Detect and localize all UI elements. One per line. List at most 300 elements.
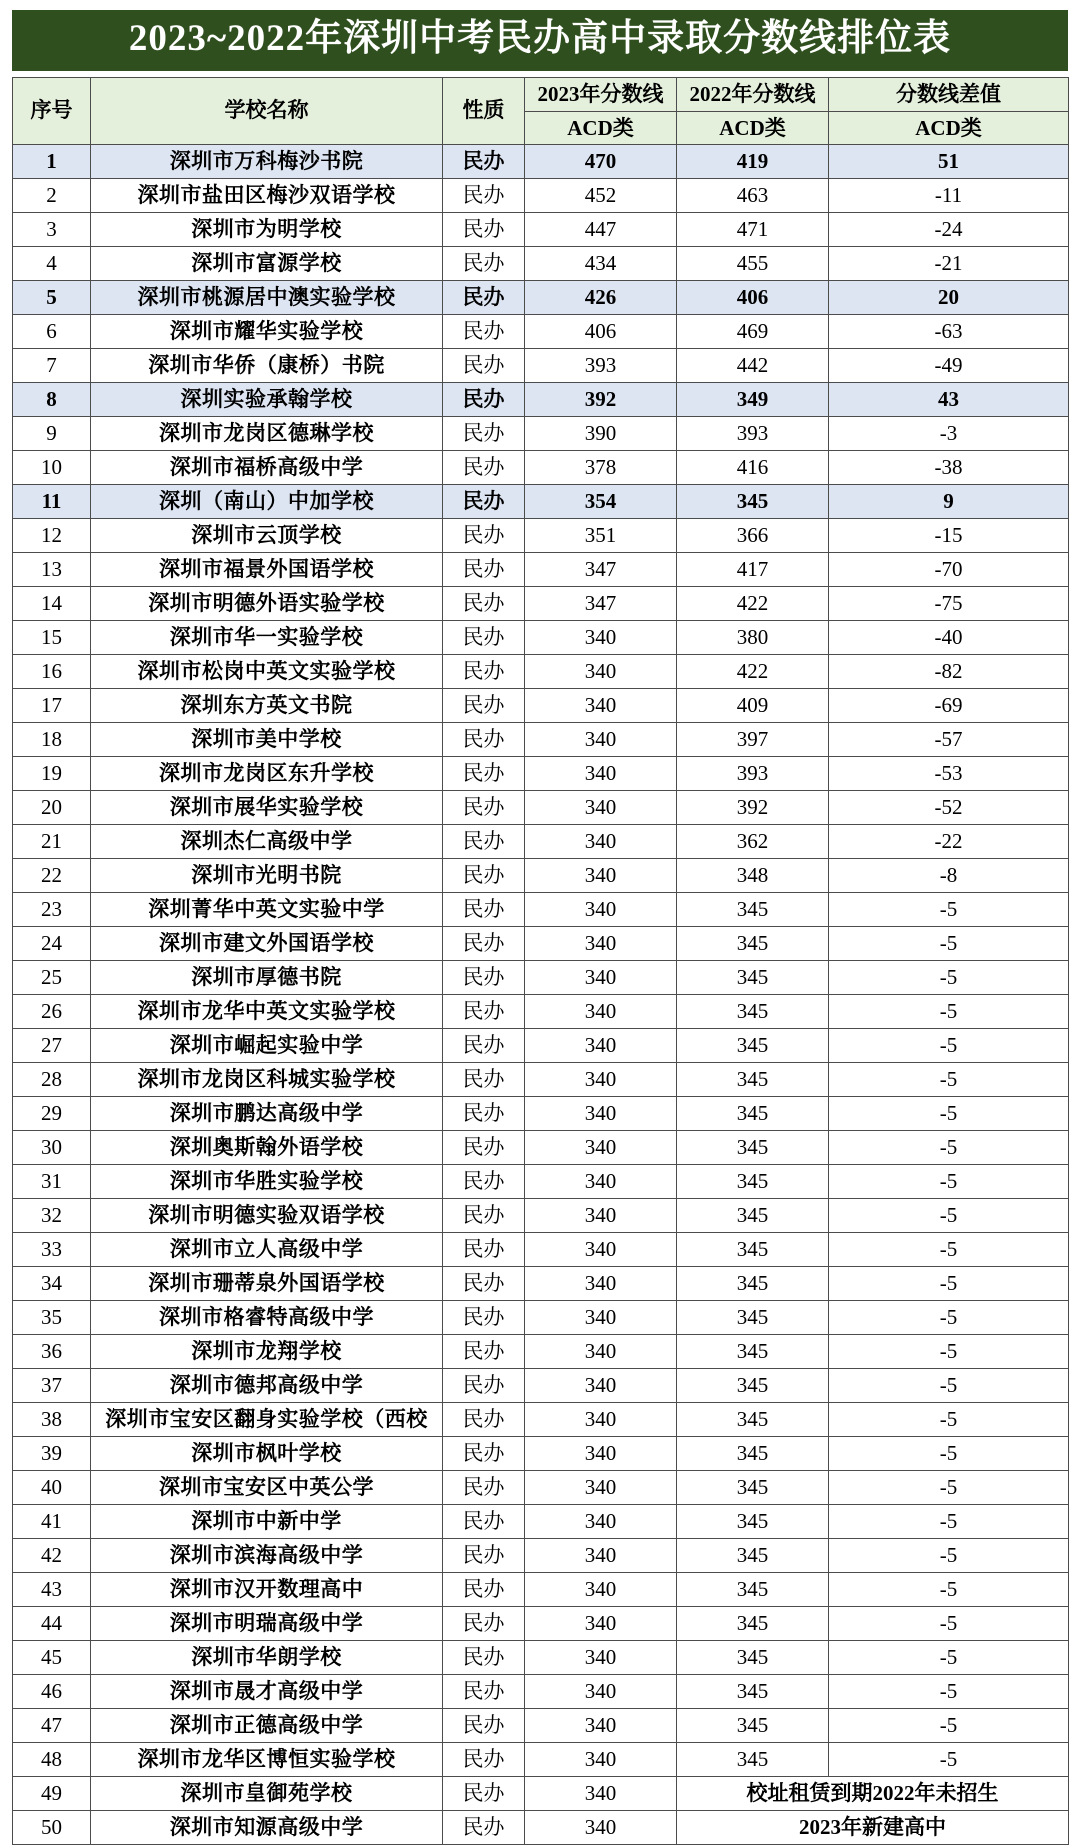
row-score-2022: 345 [677, 1164, 829, 1198]
row-school-name: 深圳市展华实验学校 [91, 790, 443, 824]
table-row [13, 1810, 1069, 1844]
row-score-2022: 345 [677, 1538, 829, 1572]
row-type: 民办 [443, 722, 525, 756]
row-score-2023: 340 [525, 994, 677, 1028]
row-school-name: 深圳市福桥高级中学 [91, 450, 443, 484]
row-school-name: 深圳市龙华中英文实验学校 [91, 994, 443, 1028]
row-index: 38 [13, 1402, 91, 1436]
row-score-2022: 345 [677, 1198, 829, 1232]
row-score-2022: 455 [677, 246, 829, 280]
row-index: 41 [13, 1504, 91, 1538]
row-score-2022: 345 [677, 1436, 829, 1470]
row-type: 民办 [443, 1572, 525, 1606]
row-school-name: 深圳市富源学校 [91, 246, 443, 280]
row-index: 18 [13, 722, 91, 756]
header-sub-diff: ACD类 [829, 111, 1069, 144]
row-type: 民办 [443, 314, 525, 348]
row-school-name: 深圳市厚德书院 [91, 960, 443, 994]
table-row [13, 824, 1069, 858]
row-score-2022: 345 [677, 1708, 829, 1742]
row-school-name: 深圳市龙岗区东升学校 [91, 756, 443, 790]
row-index: 15 [13, 620, 91, 654]
row-type: 民办 [443, 586, 525, 620]
row-score-diff: -5 [829, 1232, 1069, 1266]
row-score-diff: -5 [829, 960, 1069, 994]
row-score-diff: 20 [829, 280, 1069, 314]
table-row [13, 1232, 1069, 1266]
table-row [13, 484, 1069, 518]
row-index: 31 [13, 1164, 91, 1198]
row-score-2022: 417 [677, 552, 829, 586]
row-score-2022: 392 [677, 790, 829, 824]
row-score-2022: 345 [677, 960, 829, 994]
row-type: 民办 [443, 1402, 525, 1436]
row-type: 民办 [443, 1266, 525, 1300]
row-score-2023: 340 [525, 960, 677, 994]
row-index: 10 [13, 450, 91, 484]
row-type: 民办 [443, 450, 525, 484]
row-score-2023: 340 [525, 1300, 677, 1334]
table-row [13, 1130, 1069, 1164]
row-score-diff: -38 [829, 450, 1069, 484]
row-score-2022: 345 [677, 1300, 829, 1334]
row-type: 民办 [443, 1538, 525, 1572]
row-type: 民办 [443, 246, 525, 280]
row-score-diff: -57 [829, 722, 1069, 756]
row-score-2023: 340 [525, 1504, 677, 1538]
row-score-diff: -5 [829, 926, 1069, 960]
table-row [13, 212, 1069, 246]
header-row-top [13, 77, 1069, 111]
row-score-diff: -5 [829, 1266, 1069, 1300]
row-index: 37 [13, 1368, 91, 1402]
row-score-2023: 340 [525, 858, 677, 892]
row-type: 民办 [443, 1606, 525, 1640]
table-row [13, 756, 1069, 790]
row-type: 民办 [443, 1368, 525, 1402]
row-score-2022: 345 [677, 1232, 829, 1266]
row-score-diff: -22 [829, 824, 1069, 858]
row-score-2023: 340 [525, 1470, 677, 1504]
row-score-2022: 345 [677, 926, 829, 960]
row-type: 民办 [443, 382, 525, 416]
row-score-2023: 354 [525, 484, 677, 518]
row-type: 民办 [443, 1334, 525, 1368]
header-score-2022: 2022年分数线 [677, 77, 829, 111]
table-row [13, 416, 1069, 450]
row-score-diff: -5 [829, 1436, 1069, 1470]
row-score-diff: -70 [829, 552, 1069, 586]
row-index: 11 [13, 484, 91, 518]
row-type: 民办 [443, 1810, 525, 1844]
table-row [13, 1640, 1069, 1674]
row-score-2022: 345 [677, 1062, 829, 1096]
row-school-name: 深圳市珊蒂泉外国语学校 [91, 1266, 443, 1300]
row-index: 40 [13, 1470, 91, 1504]
row-score-2023: 406 [525, 314, 677, 348]
table-row [13, 382, 1069, 416]
row-index: 17 [13, 688, 91, 722]
row-score-diff: -5 [829, 1504, 1069, 1538]
table-row [13, 1572, 1069, 1606]
row-index: 36 [13, 1334, 91, 1368]
row-school-name: 深圳市正德高级中学 [91, 1708, 443, 1742]
row-index: 44 [13, 1606, 91, 1640]
row-note: 校址租赁到期2022年未招生 [677, 1776, 1069, 1810]
row-type: 民办 [443, 654, 525, 688]
table-row [13, 178, 1069, 212]
row-index: 12 [13, 518, 91, 552]
table-row [13, 790, 1069, 824]
row-score-diff: -5 [829, 1402, 1069, 1436]
row-school-name: 深圳市明瑞高级中学 [91, 1606, 443, 1640]
row-score-2023: 340 [525, 1164, 677, 1198]
table-row [13, 314, 1069, 348]
row-type: 民办 [443, 1028, 525, 1062]
row-type: 民办 [443, 144, 525, 178]
row-score-2022: 409 [677, 688, 829, 722]
row-school-name: 深圳菁华中英文实验中学 [91, 892, 443, 926]
table-row [13, 1300, 1069, 1334]
row-school-name: 深圳市枫叶学校 [91, 1436, 443, 1470]
table-row [13, 144, 1069, 178]
row-type: 民办 [443, 1640, 525, 1674]
table-row [13, 246, 1069, 280]
row-school-name: 深圳市中新中学 [91, 1504, 443, 1538]
table-row [13, 518, 1069, 552]
table-row [13, 654, 1069, 688]
row-index: 7 [13, 348, 91, 382]
row-school-name: 深圳市华一实验学校 [91, 620, 443, 654]
row-score-2023: 340 [525, 620, 677, 654]
row-score-2023: 340 [525, 1572, 677, 1606]
row-type: 民办 [443, 1504, 525, 1538]
row-index: 45 [13, 1640, 91, 1674]
table-row [13, 994, 1069, 1028]
row-school-name: 深圳市云顶学校 [91, 518, 443, 552]
row-index: 34 [13, 1266, 91, 1300]
table-row [13, 1164, 1069, 1198]
row-school-name: 深圳市龙翔学校 [91, 1334, 443, 1368]
row-school-name: 深圳市立人高级中学 [91, 1232, 443, 1266]
row-score-2023: 340 [525, 1198, 677, 1232]
row-score-2022: 345 [677, 1640, 829, 1674]
row-index: 24 [13, 926, 91, 960]
table-row [13, 1742, 1069, 1776]
row-score-2022: 469 [677, 314, 829, 348]
row-score-2022: 345 [677, 1572, 829, 1606]
row-index: 27 [13, 1028, 91, 1062]
table-row [13, 1368, 1069, 1402]
row-score-2022: 380 [677, 620, 829, 654]
row-school-name: 深圳市华侨（康桥）书院 [91, 348, 443, 382]
table-row [13, 1708, 1069, 1742]
row-index: 13 [13, 552, 91, 586]
row-score-diff: -5 [829, 1198, 1069, 1232]
row-type: 民办 [443, 280, 525, 314]
row-score-diff: -5 [829, 1572, 1069, 1606]
row-index: 49 [13, 1776, 91, 1810]
table-row [13, 1402, 1069, 1436]
table-row [13, 960, 1069, 994]
row-score-diff: -69 [829, 688, 1069, 722]
row-type: 民办 [443, 1198, 525, 1232]
row-score-diff: 9 [829, 484, 1069, 518]
row-score-2023: 340 [525, 1062, 677, 1096]
row-type: 民办 [443, 1776, 525, 1810]
row-type: 民办 [443, 416, 525, 450]
row-score-2023: 340 [525, 1368, 677, 1402]
row-school-name: 深圳市晟才高级中学 [91, 1674, 443, 1708]
row-school-name: 深圳市宝安区翻身实验学校（西校 [91, 1402, 443, 1436]
row-type: 民办 [443, 178, 525, 212]
row-type: 民办 [443, 348, 525, 382]
table-body [13, 144, 1069, 1844]
row-score-2023: 347 [525, 586, 677, 620]
table-row [13, 1606, 1069, 1640]
row-type: 民办 [443, 892, 525, 926]
row-school-name: 深圳市德邦高级中学 [91, 1368, 443, 1402]
row-index: 8 [13, 382, 91, 416]
row-score-2022: 362 [677, 824, 829, 858]
row-score-2022: 345 [677, 1266, 829, 1300]
table-row [13, 1470, 1069, 1504]
row-type: 民办 [443, 688, 525, 722]
row-score-2022: 345 [677, 1402, 829, 1436]
row-score-2022: 406 [677, 280, 829, 314]
row-index: 16 [13, 654, 91, 688]
row-score-2023: 340 [525, 1096, 677, 1130]
row-index: 26 [13, 994, 91, 1028]
row-type: 民办 [443, 858, 525, 892]
row-score-diff: -5 [829, 994, 1069, 1028]
row-score-diff: -24 [829, 212, 1069, 246]
header-score-diff: 分数线差值 [829, 77, 1069, 111]
row-index: 14 [13, 586, 91, 620]
table-row [13, 280, 1069, 314]
row-score-2023: 340 [525, 1130, 677, 1164]
row-note: 2023年新建高中 [677, 1810, 1069, 1844]
table-row [13, 1776, 1069, 1810]
row-score-2023: 340 [525, 1232, 677, 1266]
row-score-2023: 378 [525, 450, 677, 484]
row-type: 民办 [443, 518, 525, 552]
header-score-2023: 2023年分数线 [525, 77, 677, 111]
row-school-name: 深圳（南山）中加学校 [91, 484, 443, 518]
row-school-name: 深圳市华胜实验学校 [91, 1164, 443, 1198]
row-score-2022: 345 [677, 1028, 829, 1062]
table-row [13, 1266, 1069, 1300]
row-index: 47 [13, 1708, 91, 1742]
row-score-diff: -5 [829, 1300, 1069, 1334]
row-school-name: 深圳市桃源居中澳实验学校 [91, 280, 443, 314]
header-type: 性质 [443, 77, 525, 144]
table-row [13, 450, 1069, 484]
row-index: 5 [13, 280, 91, 314]
row-score-2023: 434 [525, 246, 677, 280]
row-index: 42 [13, 1538, 91, 1572]
row-type: 民办 [443, 756, 525, 790]
row-score-2023: 340 [525, 790, 677, 824]
row-score-2023: 340 [525, 654, 677, 688]
row-score-2023: 340 [525, 1028, 677, 1062]
header-school-name: 学校名称 [91, 77, 443, 144]
row-score-diff: -5 [829, 1368, 1069, 1402]
row-score-diff: -5 [829, 1130, 1069, 1164]
row-score-diff: -5 [829, 1742, 1069, 1776]
row-school-name: 深圳市华朗学校 [91, 1640, 443, 1674]
row-score-diff: -63 [829, 314, 1069, 348]
row-index: 43 [13, 1572, 91, 1606]
row-score-2022: 345 [677, 1674, 829, 1708]
row-index: 30 [13, 1130, 91, 1164]
row-score-2022: 345 [677, 1130, 829, 1164]
table-row [13, 620, 1069, 654]
row-index: 23 [13, 892, 91, 926]
row-type: 民办 [443, 552, 525, 586]
row-type: 民办 [443, 212, 525, 246]
table-row [13, 1674, 1069, 1708]
row-score-2023: 340 [525, 1640, 677, 1674]
row-score-2023: 470 [525, 144, 677, 178]
row-type: 民办 [443, 1300, 525, 1334]
table-row [13, 1334, 1069, 1368]
table-row [13, 1436, 1069, 1470]
row-score-2023: 340 [525, 1402, 677, 1436]
table-row [13, 926, 1069, 960]
row-school-name: 深圳市宝安区中英公学 [91, 1470, 443, 1504]
row-school-name: 深圳市皇御苑学校 [91, 1776, 443, 1810]
row-score-2022: 345 [677, 484, 829, 518]
row-score-2022: 345 [677, 1470, 829, 1504]
row-school-name: 深圳市鹏达高级中学 [91, 1096, 443, 1130]
row-type: 民办 [443, 824, 525, 858]
row-index: 32 [13, 1198, 91, 1232]
table-row [13, 1028, 1069, 1062]
row-score-diff: -40 [829, 620, 1069, 654]
row-score-2023: 340 [525, 1334, 677, 1368]
row-score-2022: 419 [677, 144, 829, 178]
row-score-2022: 397 [677, 722, 829, 756]
row-score-2022: 463 [677, 178, 829, 212]
row-index: 50 [13, 1810, 91, 1844]
table-row [13, 1198, 1069, 1232]
header-index: 序号 [13, 77, 91, 144]
row-score-2022: 393 [677, 416, 829, 450]
row-score-2022: 345 [677, 1504, 829, 1538]
row-score-2022: 442 [677, 348, 829, 382]
table-row [13, 892, 1069, 926]
row-score-2023: 392 [525, 382, 677, 416]
row-score-2022: 348 [677, 858, 829, 892]
row-type: 民办 [443, 1062, 525, 1096]
row-score-2023: 340 [525, 1708, 677, 1742]
row-school-name: 深圳市美中学校 [91, 722, 443, 756]
row-score-2023: 393 [525, 348, 677, 382]
row-score-2023: 447 [525, 212, 677, 246]
row-score-2023: 340 [525, 1266, 677, 1300]
row-school-name: 深圳市耀华实验学校 [91, 314, 443, 348]
row-score-2023: 390 [525, 416, 677, 450]
row-score-diff: -5 [829, 1470, 1069, 1504]
row-school-name: 深圳市光明书院 [91, 858, 443, 892]
row-index: 22 [13, 858, 91, 892]
row-score-2022: 345 [677, 892, 829, 926]
row-score-2023: 347 [525, 552, 677, 586]
row-index: 21 [13, 824, 91, 858]
row-score-2022: 345 [677, 1334, 829, 1368]
row-score-diff: -53 [829, 756, 1069, 790]
row-score-2023: 340 [525, 926, 677, 960]
row-score-diff: 43 [829, 382, 1069, 416]
row-type: 民办 [443, 1742, 525, 1776]
row-score-2023: 340 [525, 824, 677, 858]
row-school-name: 深圳市知源高级中学 [91, 1810, 443, 1844]
row-index: 25 [13, 960, 91, 994]
row-school-name: 深圳市滨海高级中学 [91, 1538, 443, 1572]
row-index: 6 [13, 314, 91, 348]
row-score-2023: 340 [525, 1742, 677, 1776]
row-index: 35 [13, 1300, 91, 1334]
row-score-diff: 51 [829, 144, 1069, 178]
row-score-diff: -15 [829, 518, 1069, 552]
row-score-diff: -82 [829, 654, 1069, 688]
table-row [13, 1538, 1069, 1572]
row-score-2023: 340 [525, 688, 677, 722]
page-title: 2023~2022年深圳中考民办高中录取分数线排位表 [12, 10, 1068, 71]
row-index: 1 [13, 144, 91, 178]
row-score-diff: -5 [829, 1096, 1069, 1130]
row-school-name: 深圳市龙华区博恒实验学校 [91, 1742, 443, 1776]
row-index: 28 [13, 1062, 91, 1096]
row-school-name: 深圳市盐田区梅沙双语学校 [91, 178, 443, 212]
row-score-diff: -5 [829, 1334, 1069, 1368]
table-row [13, 1096, 1069, 1130]
row-type: 民办 [443, 1708, 525, 1742]
row-score-diff: -21 [829, 246, 1069, 280]
table-row [13, 858, 1069, 892]
row-school-name: 深圳市为明学校 [91, 212, 443, 246]
table-row [13, 1062, 1069, 1096]
row-index: 46 [13, 1674, 91, 1708]
row-school-name: 深圳实验承翰学校 [91, 382, 443, 416]
row-school-name: 深圳市汉开数理高中 [91, 1572, 443, 1606]
row-score-diff: -5 [829, 1028, 1069, 1062]
row-school-name: 深圳市龙岗区科城实验学校 [91, 1062, 443, 1096]
row-index: 2 [13, 178, 91, 212]
row-score-2022: 345 [677, 1096, 829, 1130]
row-score-diff: -5 [829, 1606, 1069, 1640]
row-type: 民办 [443, 1232, 525, 1266]
row-score-2023: 340 [525, 1776, 677, 1810]
row-score-diff: -5 [829, 1538, 1069, 1572]
row-school-name: 深圳市龙岗区德琳学校 [91, 416, 443, 450]
row-type: 民办 [443, 1164, 525, 1198]
row-type: 民办 [443, 994, 525, 1028]
row-type: 民办 [443, 1470, 525, 1504]
row-index: 20 [13, 790, 91, 824]
row-score-diff: -49 [829, 348, 1069, 382]
header-sub-2023: ACD类 [525, 111, 677, 144]
table-row [13, 722, 1069, 756]
row-score-diff: -3 [829, 416, 1069, 450]
row-score-diff: -52 [829, 790, 1069, 824]
row-score-diff: -5 [829, 1708, 1069, 1742]
row-score-diff: -5 [829, 892, 1069, 926]
row-score-2022: 422 [677, 654, 829, 688]
row-score-diff: -11 [829, 178, 1069, 212]
score-table [12, 77, 1069, 1845]
